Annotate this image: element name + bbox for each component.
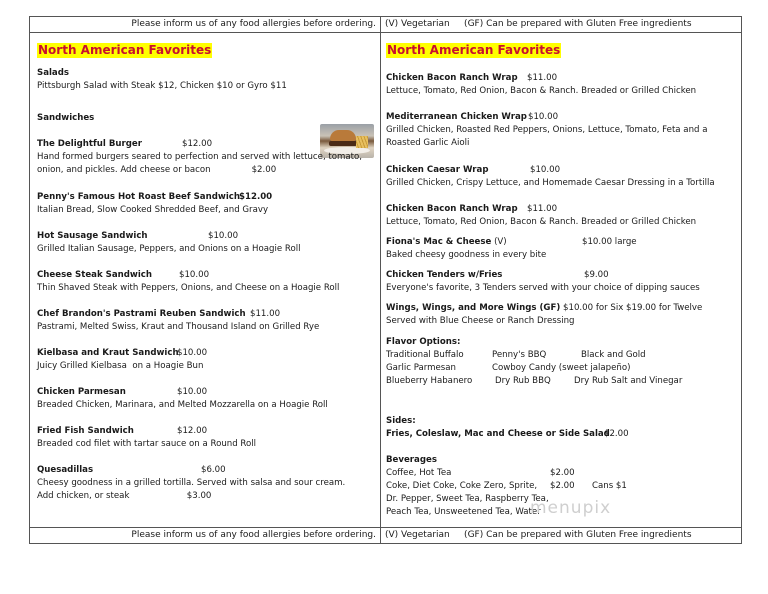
item-desc: Hand formed burgers seared to perfection and served with lettuce, tomato, <box>37 152 363 162</box>
flavor-option: Black and Gold <box>581 350 646 360</box>
sandwiches-title: Sandwiches <box>37 113 95 123</box>
item-price: $10.00 <box>177 387 208 397</box>
flavor-option: Dry Rub BBQ <box>495 376 551 386</box>
item-desc: Lettuce, Tomato, Red Onion, Bacon & Ranch. Breaded or Grilled Chicken <box>386 86 697 96</box>
left-column <box>37 39 373 58</box>
beverages-title: Beverages <box>386 455 437 465</box>
item-desc: Cheesy goodness in a grilled tortilla. Served with salsa and sour cream. <box>37 478 346 488</box>
item-name: Chicken Tenders w/Fries <box>386 270 503 280</box>
item-price: $11.00 <box>527 204 558 214</box>
item-price: $11.00 <box>527 73 558 83</box>
item-desc: Breaded Chicken, Marinara, and Melted Mozzarella on a Hoagie Roll <box>37 400 328 410</box>
flavor-option: Dry Rub Salt and Vinegar <box>574 376 683 386</box>
column-divider <box>380 17 381 543</box>
item-desc: Everyone's favorite, 3 Tenders served with your choice of dipping sauces <box>386 283 700 293</box>
item-price: $12.00 <box>182 139 213 149</box>
menu-frame <box>29 16 742 544</box>
flavor-title: Flavor Options: <box>386 337 461 347</box>
item-name: Cheese Steak Sandwich <box>37 270 153 280</box>
item-name: Chicken Bacon Ranch Wrap <box>386 73 518 83</box>
item-name: Hot Sausage Sandwich <box>37 231 148 241</box>
item-price: $12.00 <box>177 426 208 436</box>
item-price: $10.00 <box>528 112 559 122</box>
item-price: $10.00 <box>208 231 239 241</box>
item-desc: Add chicken, or steak $3.00 <box>37 491 212 501</box>
beverage-line: Coffee, Hot Tea <box>386 468 452 478</box>
item-name: Kielbasa and Kraut Sandwich <box>37 348 179 358</box>
allergy-notice: Please inform us of any food allergies before ordering. <box>131 19 376 29</box>
beverage-line: Dr. Pepper, Sweet Tea, Raspberry Tea, <box>386 494 549 504</box>
sides-title: Sides: <box>386 416 416 426</box>
flavor-option: Garlic Parmesan <box>386 363 456 373</box>
item-name: The Delightful Burger <box>37 139 142 149</box>
item-desc: Lettuce, Tomato, Red Onion, Bacon & Ranch. Breaded or Grilled Chicken <box>386 217 697 227</box>
bottom-notice-row <box>30 527 741 543</box>
allergy-notice: Please inform us of any food allergies before ordering. <box>131 530 376 540</box>
salads-line: Pittsburgh Salad with Steak $12, Chicken $10 or Gyro $11 <box>37 81 287 91</box>
sides-price: $2.00 <box>604 429 629 439</box>
item-desc: Roasted Garlic Aioli <box>386 138 470 148</box>
item-price: $10.00 large <box>582 237 637 247</box>
section-header: North American Favorites <box>387 43 561 57</box>
item-name: Chef Brandon's Pastrami Reuben Sandwich <box>37 309 246 319</box>
beverage-price: $2.00 <box>550 468 575 478</box>
section-header: North American Favorites <box>38 43 212 57</box>
beverage-price: $2.00 <box>550 481 575 491</box>
item-name: Penny's Famous Hot Roast Beef Sandwich <box>37 192 240 202</box>
item-name: Wings, Wings, and More Wings (GF) <box>386 303 561 313</box>
item-desc: Grilled Chicken, Roasted Red Peppers, Onions, Lettuce, Tomato, Feta and a <box>386 125 708 135</box>
vegetarian-tag: (V) <box>494 237 507 247</box>
sides-line: Fries, Coleslaw, Mac and Cheese or Side Salad <box>386 429 610 439</box>
item-desc: Thin Shaved Steak with Peppers, Onions, and Cheese on a Hoagie Roll <box>37 283 340 293</box>
item-name: Chicken Bacon Ranch Wrap <box>386 204 518 214</box>
item-desc: Grilled Chicken, Crispy Lettuce, and Homemade Caesar Dressing in a Tortilla <box>386 178 715 188</box>
beverage-line: Coke, Diet Coke, Coke Zero, Sprite, <box>386 481 538 491</box>
legend-notice: (V) Vegetarian (GF) Can be prepared with Gluten Free ingredients <box>385 530 692 540</box>
item-price: $6.00 <box>201 465 226 475</box>
item-desc: Breaded cod filet with tartar sauce on a Round Roll <box>37 439 257 449</box>
item-price: $10.00 <box>179 270 210 280</box>
beverage-line: Peach Tea, Unsweetened Tea, Water <box>386 507 541 517</box>
item-price: $12.00 <box>239 192 273 202</box>
item-desc: onion, and pickles. Add cheese or bacon $2.00 <box>37 165 277 175</box>
item-price: $10.00 <box>177 348 208 358</box>
flavor-option: Traditional Buffalo <box>386 350 464 360</box>
salads-title: Salads <box>37 68 69 78</box>
flavor-option: Blueberry Habanero <box>386 376 473 386</box>
item-price: $11.00 <box>250 309 281 319</box>
item-price: $10.00 <box>530 165 561 175</box>
top-notice-row <box>30 17 741 33</box>
item-desc: Baked cheesy goodness in every bite <box>386 250 547 260</box>
item-desc: Served with Blue Cheese or Ranch Dressing <box>386 316 575 326</box>
item-name: Fiona's Mac & Cheese <box>386 237 492 247</box>
beverage-extra: Cans $1 <box>592 481 627 491</box>
right-column <box>386 39 736 58</box>
flavor-option: Penny's BBQ <box>492 350 547 360</box>
item-desc: Grilled Italian Sausage, Peppers, and Onions on a Hoagie Roll <box>37 244 301 254</box>
watermark: menupix <box>530 498 612 518</box>
item-desc: Italian Bread, Slow Cooked Shredded Beef, and Gravy <box>37 205 269 215</box>
item-desc: Juicy Grilled Kielbasa on a Hoagie Bun <box>37 361 204 371</box>
item-name: Mediterranean Chicken Wrap <box>386 112 527 122</box>
item-name: Chicken Parmesan <box>37 387 126 397</box>
item-name: Chicken Caesar Wrap <box>386 165 489 175</box>
item-price: $9.00 <box>584 270 609 280</box>
legend-notice: (V) Vegetarian (GF) Can be prepared with Gluten Free ingredients <box>385 19 692 29</box>
item-name: Fried Fish Sandwich <box>37 426 134 436</box>
flavor-option: Cowboy Candy (sweet jalapeño) <box>492 363 631 373</box>
item-name: Quesadillas <box>37 465 94 475</box>
item-desc: Pastrami, Melted Swiss, Kraut and Thousand Island on Grilled Rye <box>37 322 320 332</box>
item-price: $10.00 for Six $19.00 for Twelve <box>563 303 703 313</box>
